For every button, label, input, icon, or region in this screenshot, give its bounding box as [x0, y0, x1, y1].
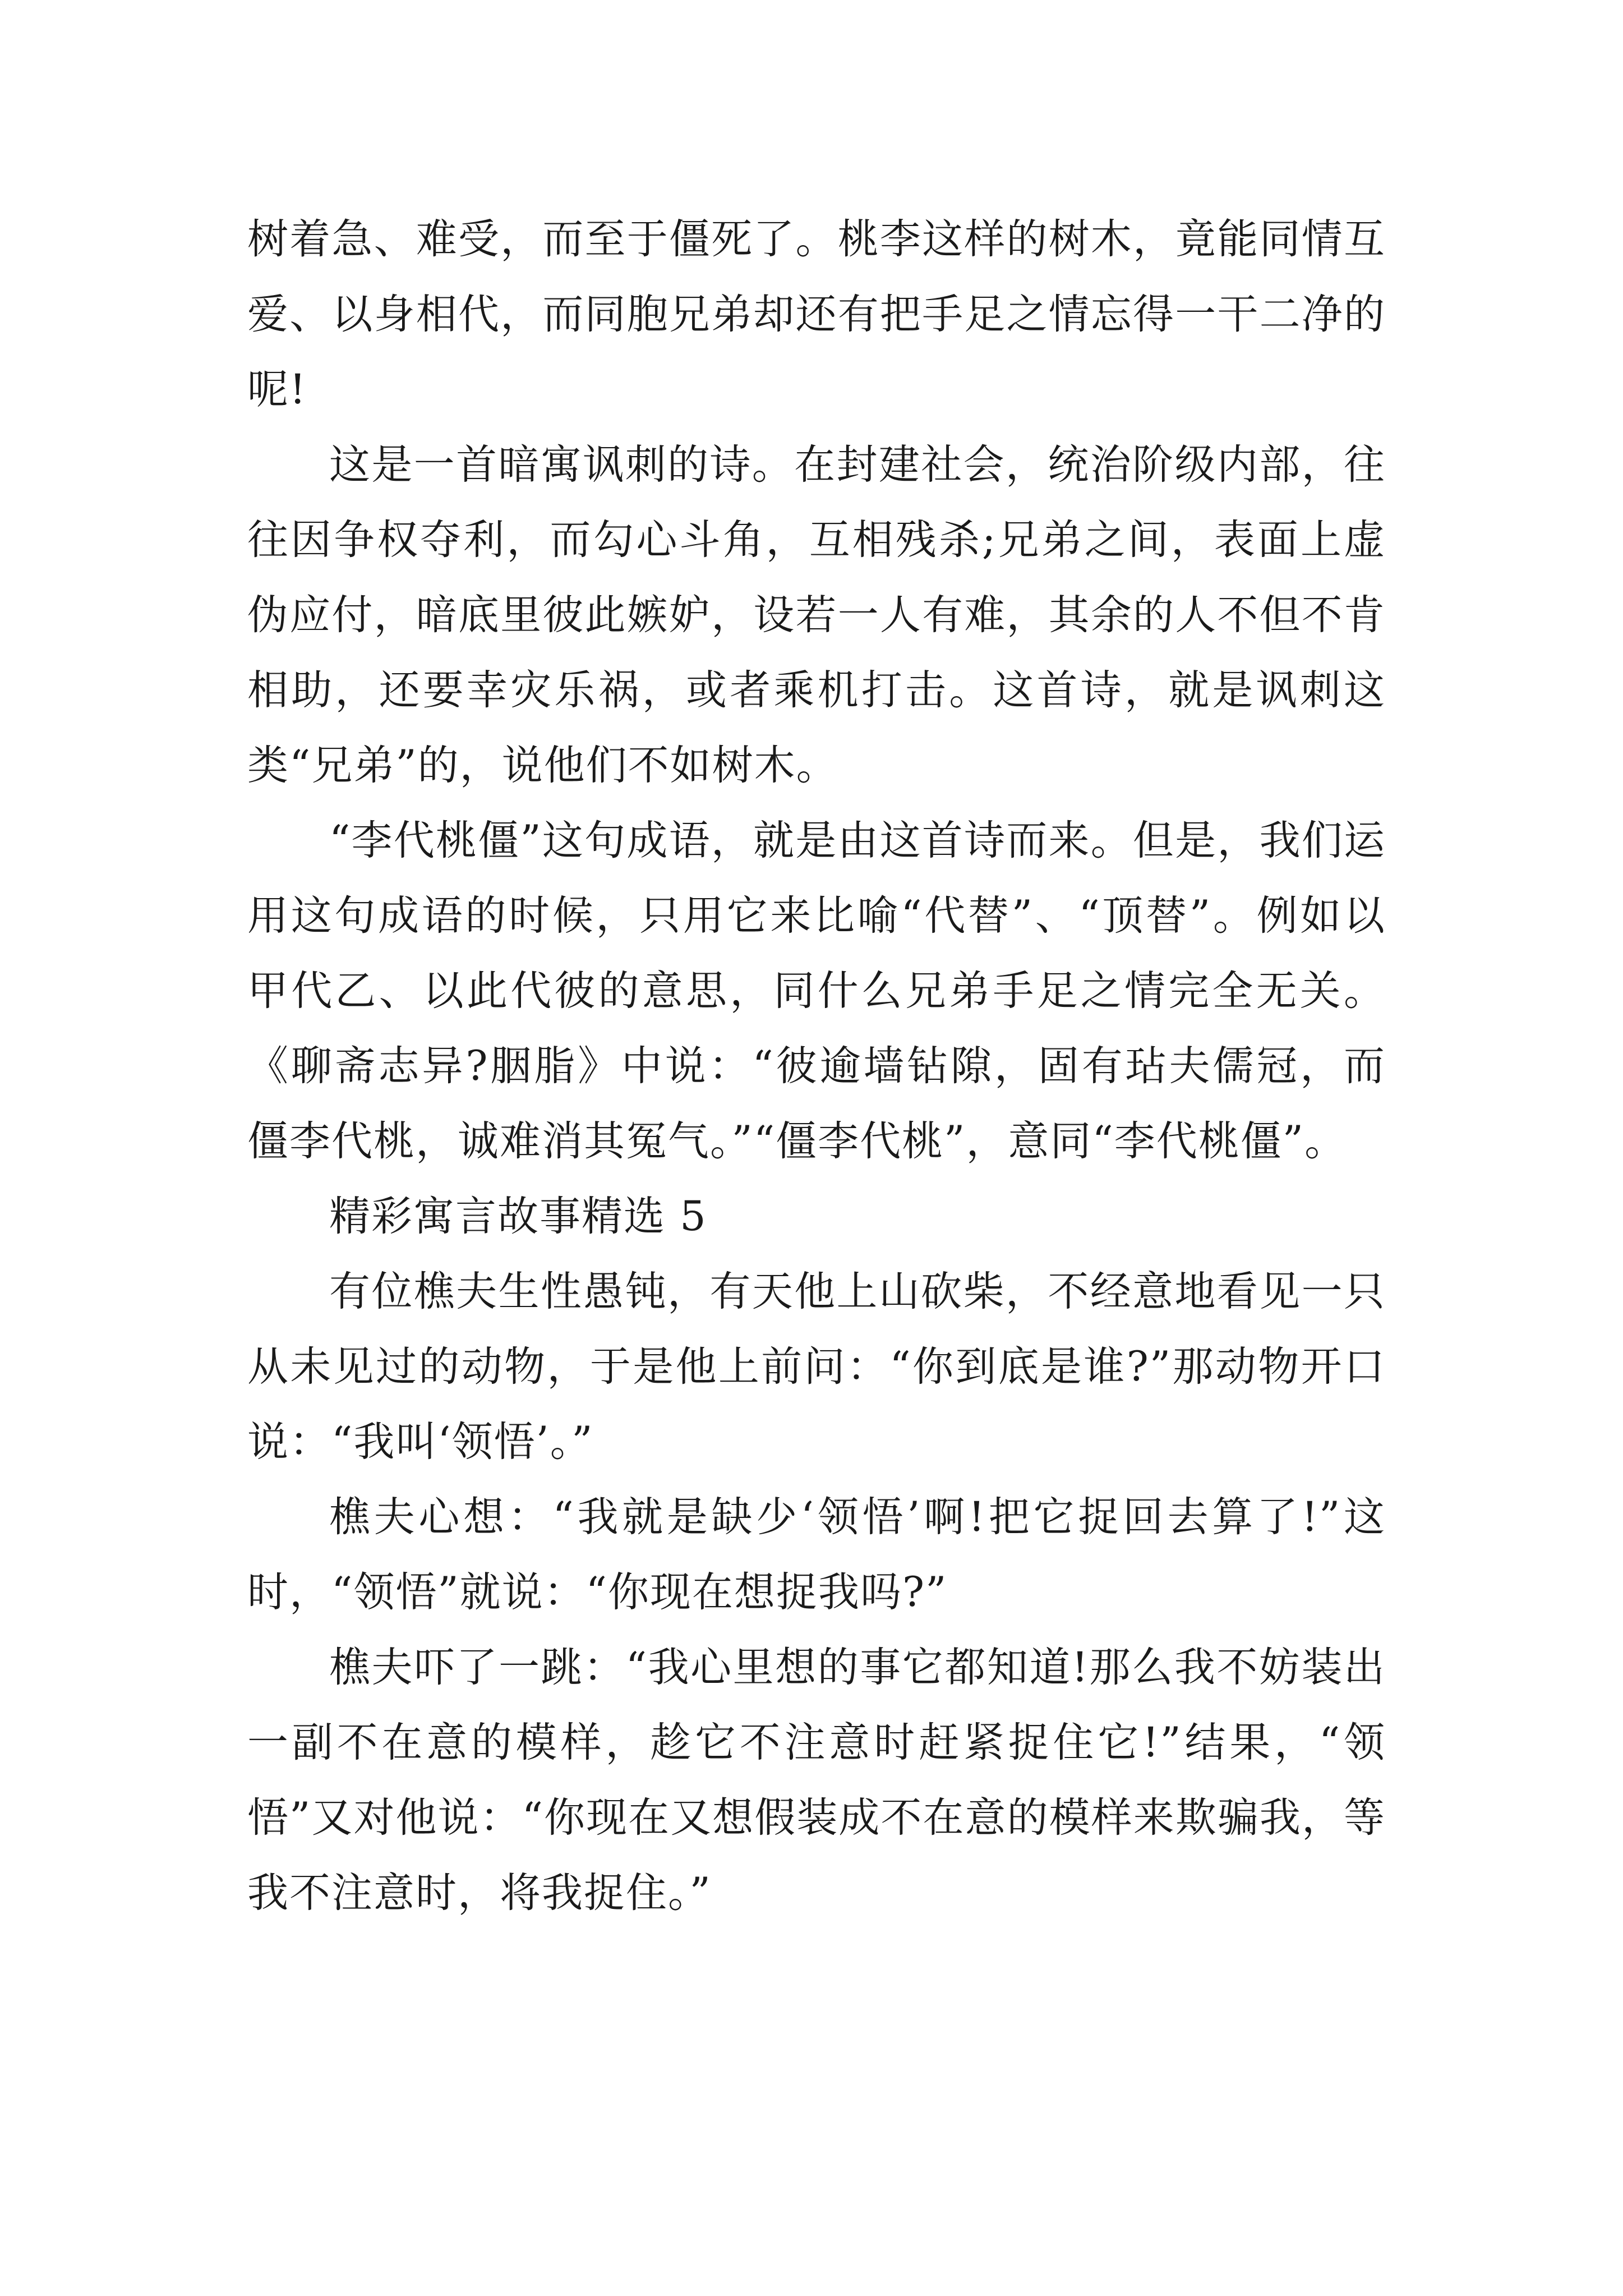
- section-heading-fable-5: 精彩寓言故事精选 5: [329, 1193, 707, 1240]
- paragraph-idiom-usage: “李代桃僵”这句成语，就是由这首诗而来。但是，我们运用这句成语的时候，只用它来比喻“代替”、“顶替”。例如以甲代乙、以此代彼的意思，同什么兄弟手足之情完全无关。《聊斋志异?胭脂》中说：“彼逾墙钻隙，固有玷夫儒冠，而僵李代桃，诚难消其冤气。”“僵李代桃”，意同“李代桃僵”。: [247, 817, 1386, 1165]
- paragraph-woodcutter-meets-animal: 有位樵夫生性愚钝，有天他上山砍柴，不经意地看见一只从未见过的动物，于是他上前问：“你到底是谁?”那动物开口说：“我叫‘领悟’。”: [247, 1268, 1386, 1466]
- paragraph-peach-plum-ending: 树着急、难受，而至于僵死了。桃李这样的树木，竟能同情互爱、以身相代，而同胞兄弟却还有把手足之情忘得一干二净的呢!: [247, 215, 1386, 413]
- document-body: [247, 202, 1386, 1931]
- paragraph-satire-explanation: 这是一首暗寓讽刺的诗。在封建社会，统治阶级内部，往往因争权夺利，而勾心斗角，互相残杀;兄弟之间，表面上虚伪应付，暗底里彼此嫉妒，设若一人有难，其余的人不但不肯相助，还要幸灾乐祸，或者乘机打击。这首诗，就是讽刺这类“兄弟”的，说他们不如树木。: [247, 441, 1386, 789]
- paragraph-woodcutter-startled: 樵夫吓了一跳：“我心里想的事它都知道!那么我不妨装出一副不在意的模样，趁它不注意时赶紧捉住它!”结果，“领悟”又对他说：“你现在又想假装成不在意的模样来欺骗我，等我不注意时，将我捉住。”: [247, 1644, 1386, 1917]
- paragraph-woodcutter-thinks: 樵夫心想：“我就是缺少‘领悟’啊!把它捉回去算了!”这时，“领悟”就说：“你现在想捉我吗?”: [247, 1493, 1386, 1616]
